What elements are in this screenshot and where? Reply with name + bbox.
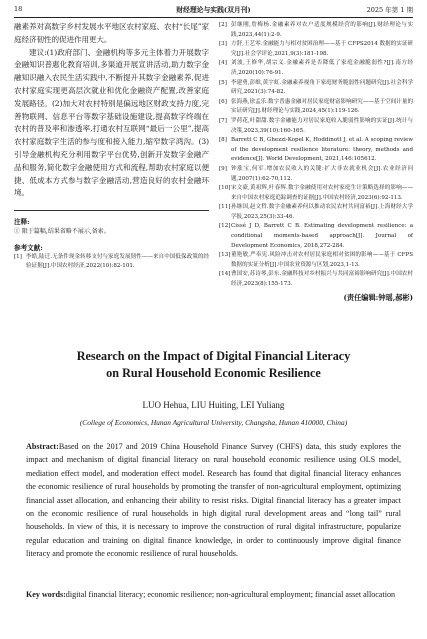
reference-number: [6]: [219, 98, 227, 105]
reference-text: 罗荷花,叶甜甜.数字金融能力对居民家庭收入脆弱性影响的实证[J].统计与决策,2023,39(10):160-165.: [231, 117, 413, 134]
reference-text: 方舒,王艺零.金融能力与相对贫困治理——基于 CFPS2014 数据的实证研究[J].社会学评论,2021,9(3):181-198.: [231, 41, 413, 57]
english-title: [14, 348, 413, 382]
reference-number: [3]: [219, 41, 227, 48]
reference-item: [219, 59, 413, 78]
journal-title: 财经理论与实践(双月刊): [176, 6, 251, 14]
note-item: ① 限于篇幅,结果省略不展示,备索。: [14, 228, 110, 236]
reference-text: 刘波,王修华,胡宗义.金融素养是否降低了家庭金融脆弱性?[J].南方经济,2020(10):76-91.: [231, 60, 413, 76]
footnote-rule: [14, 210, 209, 211]
reference-text: 张海燕,徐孟乐.数字普惠金融对居民家庭财富影响研究——基于空间计量的实证研究[J].财经理论与实践,2024,45(1):119-126.: [231, 98, 413, 115]
english-title-line: on Rural Household Economic Resilience: [106, 366, 321, 380]
keywords-text: digital financial literacy; economic resilience; non-agricultural employment; financial asset allocation: [65, 590, 396, 599]
reference-number: [12]: [219, 223, 231, 230]
references-title: 参考文献:: [14, 243, 43, 252]
reference-item: [219, 40, 413, 59]
reference-number: [9]: [219, 165, 227, 172]
reference-text: 孙继国,赵文哲.数字金融素养何以推动农民农村共同富裕[J].上海财经大学学报,2023,25(3):33-46.: [231, 204, 413, 220]
reference-text: 彭继刚,詹梅杨.金融素养对农户适度规模经营的影响[J].财经理论与实践,2023,44(1):2-9.: [231, 22, 413, 38]
notes-title: 注释:: [14, 218, 30, 227]
reference-item: [219, 184, 413, 203]
english-keywords: [26, 588, 401, 601]
editor-credit: (责任编辑:钟瑶,郝彬): [343, 292, 413, 302]
reference-number: [10]: [219, 185, 231, 192]
reference-item: [14, 253, 209, 272]
reference-text: 钟涨宝,何军.增加农民收入的关键:扩大非农就业机会[J].农业经济问题,2007(1):62-70,112.: [231, 165, 413, 182]
reference-number: [13]: [219, 252, 231, 259]
reference-text: Barrett C B, Ghezzi-Kopel K, Hoddinott J, et al. A scoping review of the development resilience literature: theory, methods and evidence[J]. World Development, 2021,146:105612.: [231, 137, 413, 163]
reference-number: [1]: [14, 253, 22, 260]
reference-number: [8]: [219, 137, 227, 144]
english-title-line: Research on the Impact of Digital Financial Literacy: [76, 349, 351, 363]
reference-item: [219, 203, 413, 222]
reference-text: Cissé J D, Barrett C B. Estimating development resilience: a conditional moments-based approach[J]. Journal of Development Economics, 2018,272-284.: [231, 223, 413, 249]
reference-item: [219, 136, 413, 165]
abstract-label: Abstract:: [26, 442, 59, 451]
header-rule: [14, 17, 413, 18]
reference-item: [219, 21, 413, 40]
abstract-text: Based on the 2017 and 2019 China Household Finance Survey (CHFS) data, this study explores the impact and mechanism of digital financial literacy on rural household economic resilience using OLS model, mediation effect model, and moderation effect model. Research has found that digital financial literacy enhances the economic resilience of rural households by promoting the transfer of non-agricultural employment, optimizing financial asset allocation, and enhancing their ability to resist risks. Digital financial literacy has a greater impact on the economic resilience of rural households in high digital rural development areas and “long tail” rural households. In view of this, it is necessary to improve the construction of rural digital infrastructure, popularize regular education and training on digital finance knowledge, in order to continuously improve digital finance literacy and promote the economic resilience of rural households.: [26, 442, 401, 559]
reference-number: [5]: [219, 79, 227, 86]
issue-label: 2025 年第 1 期: [366, 6, 413, 14]
page-number: 18: [14, 5, 23, 13]
reference-number: [7]: [219, 117, 227, 124]
reference-text: 宋文豪,黄祖辉,叶春辉.数字金融使用对农村家庭生计策略选择的影响——来自中国农村家庭追踪调查的证据[J].中国农村经济,2023(6):92-113.: [231, 185, 413, 201]
page-header: [14, 3, 413, 17]
body-paragraph: 建议:(1)政府部门、金融机构等多元主体着力开展数字金融知识普惠化教育培训,多渠道开展宣讲活动,助力数字金融知识融入农民生活实践中,不断提升其数字金融素养,促进农村家庭实现更高层次就业和优化金融资产配置,改善家庭发展路径。(2)加大对农村特别是偏远地区财政支持力度,完善物联网、信息平台等数字基础设施建设,提高数字终端在农村的普及率和渗透率,打通农村互联网“最后一公里”,提高农村家庭数字生活的参与度和接入能力,缩窄数字鸿沟。(3)引导金融机构充分利用数字平台优势,创新开发数字金融产品和服务,简化数字金融使用方式和流程,帮助农村家庭以便捷、低成本方式参与数字金融活动,营造良好的农村金融环境。: [14, 47, 209, 198]
reference-item: [219, 222, 413, 251]
reference-number: [4]: [219, 60, 227, 67]
reference-text: 李建勇,彭维,黄宇虹.金融素养视角下家庭财务脆弱性问题研究[J].社会科学研究,2021(3):74-82.: [231, 79, 413, 96]
reference-item: [219, 79, 413, 98]
right-column: [219, 21, 413, 303]
reference-text: 董艳敏,严奉宪.风险冲击对农村居民家庭相对贫困的影响——基于 CFPS 数据的实证分析[J].中国农业资源与区划,2023,1-13.: [231, 252, 413, 268]
reference-item: [219, 117, 413, 136]
reference-item: [219, 98, 413, 117]
english-affiliation: (College of Economics, Hunan Agricultural University, Changsha, Hunan 410000, China): [79, 418, 348, 427]
reference-number: [11]: [219, 204, 231, 211]
body-paragraph: 融素养对高数字乡村发展水平地区农村家庭、农村“长尾”家庭经济韧性的促进作用更大。: [14, 22, 209, 44]
reference-text: 曹国安,苏诗琴,彭东.金融科技对乡村振兴与共同富裕影响研究[J].中国农村经济,2023(8):155-173.: [231, 271, 413, 288]
reference-text: 李皓,陆迁.无条件现金转移支付与家庭发展韧性——来自中国低保政策的经验证据[J].中国农村经济,2022(10):82-101.: [26, 253, 209, 270]
keywords-label: Key words:: [26, 590, 66, 599]
reference-number: [2]: [219, 22, 227, 28]
reference-item: [219, 270, 413, 289]
english-abstract: [26, 440, 401, 561]
reference-item: [219, 251, 413, 270]
reference-number: [14]: [219, 271, 231, 278]
reference-item: [219, 165, 413, 184]
left-column: [14, 21, 209, 272]
english-authors: LUO Hehua, LIU Huiting, LEI Yuliang: [142, 400, 285, 410]
